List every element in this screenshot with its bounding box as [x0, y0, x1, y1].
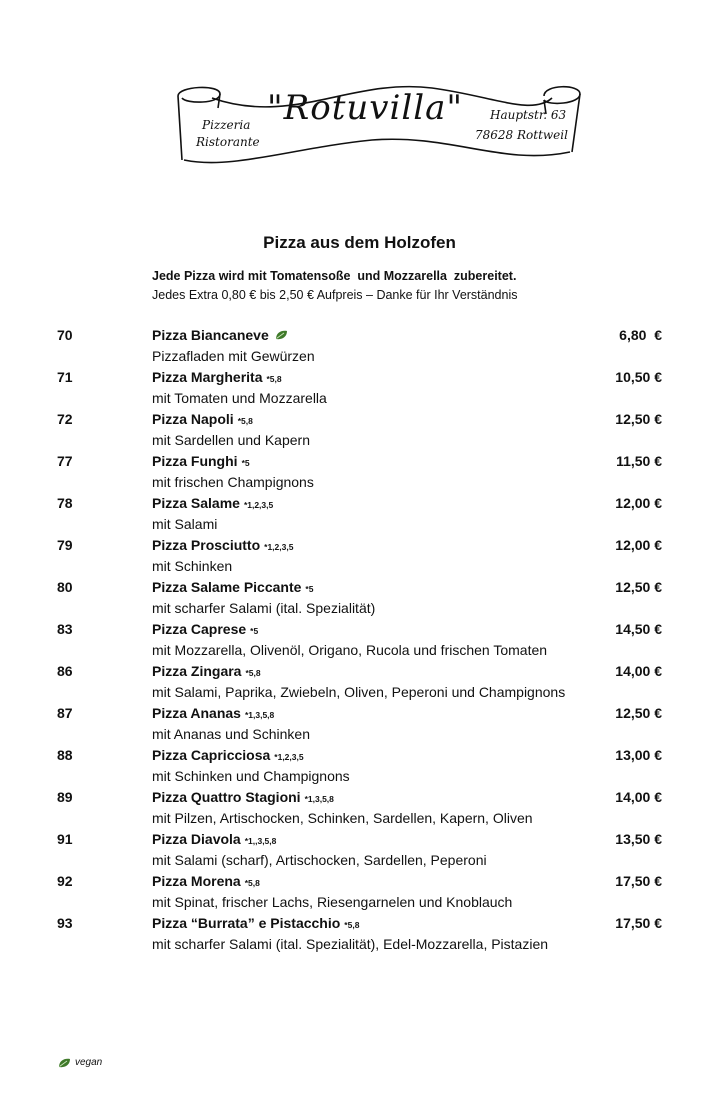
item-name: Pizza Capricciosa: [152, 747, 271, 763]
item-number: 87: [57, 705, 73, 721]
item-number: 72: [57, 411, 73, 427]
item-name: Pizza Caprese: [152, 621, 247, 637]
item-description: mit Mozzarella, Olivenöl, Origano, Rucola und frischen Tomaten: [152, 642, 548, 658]
item-name: Pizza Margherita: [152, 369, 263, 385]
item-name-line: [152, 327, 292, 343]
item-name-line: [152, 579, 313, 595]
item-number: 71: [57, 369, 73, 385]
address-street: Hauptstr. 63: [490, 108, 567, 122]
item-name: Pizza Quattro Stagioni: [152, 789, 301, 805]
item-price: 14,00 €: [615, 789, 662, 805]
item-name: Pizza “Burrata” e Pistacchio: [152, 915, 341, 931]
item-allergen-codes: *5,8: [237, 416, 253, 426]
item-price: 12,50 €: [615, 705, 662, 721]
item-name-line: [152, 411, 253, 427]
leaf-icon: [58, 1058, 71, 1068]
item-name: Pizza Napoli: [152, 411, 234, 427]
item-number: 83: [57, 621, 73, 637]
item-description: Pizzafladen mit Gewürzen: [152, 348, 315, 364]
item-price: 13,50 €: [615, 831, 662, 847]
item-price: 10,50 €: [615, 369, 662, 385]
vegan-legend-label: vegan: [75, 1057, 103, 1068]
item-price: 12,00 €: [615, 537, 662, 553]
menu-item: [0, 579, 719, 621]
restaurant-type-line2: Ristorante: [196, 135, 260, 149]
menu-item: [0, 537, 719, 579]
item-description: mit Salami, Paprika, Zwiebeln, Oliven, Peperoni und Champignons: [152, 684, 566, 700]
item-description: mit Sardellen und Kapern: [152, 432, 310, 448]
item-name-line: [152, 621, 258, 637]
item-name-line: [152, 789, 334, 805]
restaurant-logo-banner: [172, 78, 582, 170]
item-description: mit Ananas und Schinken: [152, 726, 310, 742]
item-name: Pizza Diavola: [152, 831, 241, 847]
item-allergen-codes: *1,,3,5,8: [244, 836, 277, 846]
item-allergen-codes: *1,2,3,5: [264, 542, 294, 552]
item-allergen-codes: *5: [305, 584, 314, 594]
menu-item: [0, 789, 719, 831]
menu-item: [0, 873, 719, 915]
menu-item: [0, 663, 719, 705]
item-name: Pizza Zingara: [152, 663, 242, 679]
menu-item: [0, 831, 719, 873]
item-description: mit Tomaten und Mozzarella: [152, 390, 327, 406]
item-description: mit Pilzen, Artischocken, Schinken, Sardellen, Kapern, Oliven: [152, 810, 533, 826]
item-name: Pizza Prosciutto: [152, 537, 261, 553]
restaurant-type-line1: Pizzeria: [202, 118, 251, 132]
item-name-line: [152, 663, 261, 679]
menu-item: [0, 747, 719, 789]
item-allergen-codes: *5,8: [344, 920, 360, 930]
item-allergen-codes: *1,3,5,8: [244, 710, 275, 720]
item-price: 6,80 €: [619, 327, 662, 343]
item-price: 17,50 €: [615, 915, 662, 931]
item-number: 92: [57, 873, 73, 889]
restaurant-name: "Rotuvilla": [267, 88, 464, 128]
item-description: mit Salami: [152, 516, 218, 532]
item-allergen-codes: *5: [241, 458, 250, 468]
menu-item: [0, 369, 719, 411]
item-number: 91: [57, 831, 73, 847]
menu-item: [0, 705, 719, 747]
item-price: 11,50 €: [616, 453, 662, 469]
item-number: 93: [57, 915, 73, 931]
item-price: 12,00 €: [615, 495, 662, 511]
item-name: Pizza Salame: [152, 495, 240, 511]
menu-item: [0, 411, 719, 453]
item-number: 77: [57, 453, 73, 469]
item-name: Pizza Salame Piccante: [152, 579, 302, 595]
menu-item: [0, 327, 719, 369]
item-number: 70: [57, 327, 73, 343]
item-description: mit Salami (scharf), Artischocken, Sardellen, Peperoni: [152, 852, 487, 868]
item-name: Pizza Ananas: [152, 705, 241, 721]
item-name-line: [152, 831, 276, 847]
section-intro-note: Jedes Extra 0,80 € bis 2,50 € Aufpreis – Danke für Ihr Verständnis: [152, 288, 518, 302]
menu-item: [0, 453, 719, 495]
item-allergen-codes: *5,8: [266, 374, 282, 384]
leaf-icon: [275, 330, 288, 340]
item-name-line: [152, 369, 282, 385]
item-description: mit scharfer Salami (ital. Spezialität), Edel-Mozzarella, Pistazien: [152, 936, 549, 952]
item-price: 14,50 €: [615, 621, 662, 637]
item-name-line: [152, 747, 304, 763]
item-name-line: [152, 915, 359, 931]
item-name: Pizza Funghi: [152, 453, 238, 469]
item-number: 78: [57, 495, 73, 511]
item-number: 86: [57, 663, 73, 679]
item-number: 88: [57, 747, 73, 763]
menu-item: [0, 621, 719, 663]
item-name-line: [152, 705, 274, 721]
vegan-legend: [58, 1057, 102, 1068]
item-name-line: [152, 453, 250, 469]
pizza-menu-list: [0, 327, 719, 957]
section-title: Pizza aus dem Holzofen: [263, 233, 456, 252]
menu-item: [0, 495, 719, 537]
item-price: 17,50 €: [615, 873, 662, 889]
item-allergen-codes: *1,2,3,5: [243, 500, 274, 510]
item-price: 14,00 €: [615, 663, 662, 679]
item-allergen-codes: *5: [250, 626, 259, 636]
item-name-line: [152, 537, 293, 553]
item-name: Pizza Morena: [152, 873, 241, 889]
item-description: mit Schinken: [152, 558, 233, 574]
item-allergen-codes: *5,8: [245, 668, 261, 678]
item-price: 12,50 €: [615, 579, 662, 595]
address-city: 78628 Rottweil: [475, 128, 568, 142]
item-description: mit frischen Champignons: [152, 474, 314, 490]
item-number: 80: [57, 579, 73, 595]
item-allergen-codes: *5,8: [244, 878, 260, 888]
item-price: 13,00 €: [615, 747, 662, 763]
item-description: mit scharfer Salami (ital. Spezialität): [152, 600, 376, 616]
item-allergen-codes: *1,2,3,5: [274, 752, 304, 762]
section-intro-bold: Jede Pizza wird mit Tomatensoße und Mozzarella zubereitet.: [152, 269, 517, 283]
item-name-line: [152, 873, 260, 889]
item-description: mit Spinat, frischer Lachs, Riesengarnelen und Knoblauch: [152, 894, 513, 910]
item-number: 79: [57, 537, 73, 553]
menu-item: [0, 915, 719, 957]
item-name-line: [152, 495, 273, 511]
item-number: 89: [57, 789, 73, 805]
item-name: Pizza Biancaneve: [152, 327, 269, 343]
item-description: mit Schinken und Champignons: [152, 768, 350, 784]
item-allergen-codes: *1,3,5,8: [304, 794, 334, 804]
item-price: 12,50 €: [615, 411, 662, 427]
